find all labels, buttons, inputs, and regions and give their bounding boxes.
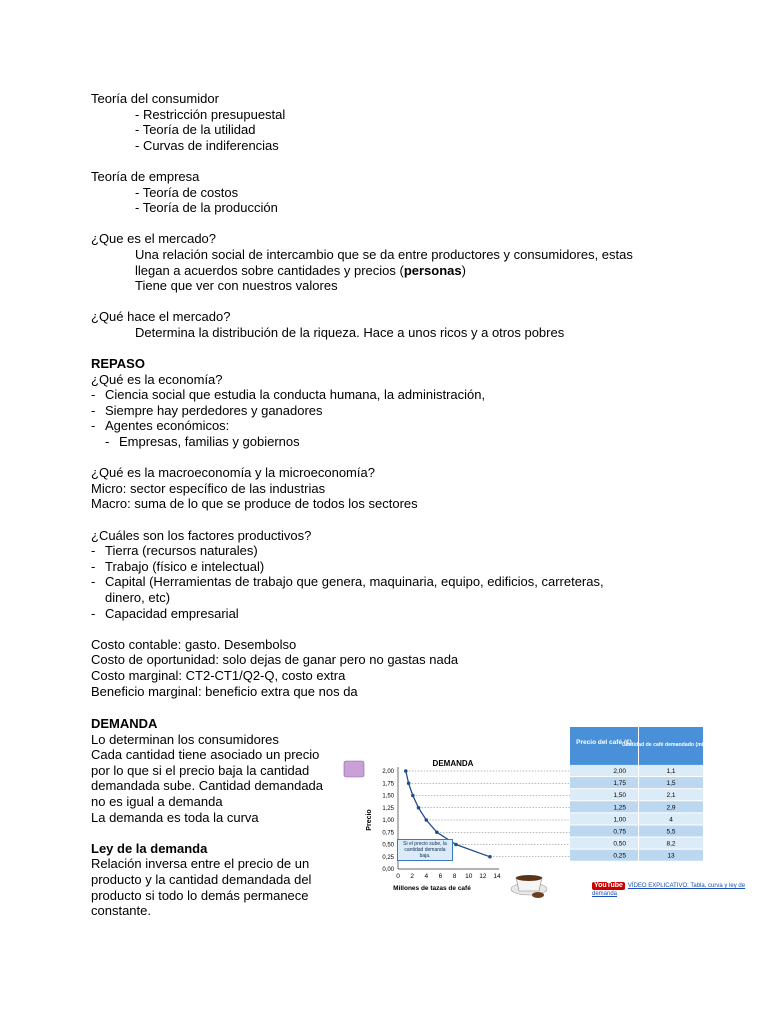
factor-item: - Tierra (recursos naturales) xyxy=(91,543,731,559)
repaso-item: - Siempre hay perdedores y ganadores xyxy=(91,403,731,419)
factor-item: - Capital (Herramientas de trabajo que genera, maquinaria, equipo, edificios, carreteras, dinero, etc) xyxy=(91,574,645,605)
x-tick-label: 8 xyxy=(452,873,457,880)
cost-line: Costo contable: gasto. Desembolso xyxy=(91,636,297,652)
macro-micro-section xyxy=(91,465,731,512)
table-price-value: 1,25 xyxy=(613,804,626,812)
table-header-price: Precio del café (€) xyxy=(576,738,632,746)
factor-item: - Trabajo (físico e intelectual) xyxy=(91,559,731,575)
y-tick-label: 2,00 xyxy=(382,769,394,775)
y-tick-label: 1,00 xyxy=(382,818,394,824)
table-price-value: 0,50 xyxy=(613,840,626,848)
market-does-section xyxy=(91,309,731,340)
market-section xyxy=(91,231,731,293)
market-does-question: ¿Qué hace el mercado? xyxy=(91,309,231,325)
video-reference xyxy=(592,882,755,898)
demand-text-column xyxy=(91,716,331,919)
x-tick-label: 12 xyxy=(479,873,487,880)
demand-point xyxy=(404,769,408,773)
consumer-item: - Restricción presupuestal xyxy=(135,106,286,122)
factors-question: ¿Cuáles son los factores productivos? xyxy=(91,527,312,543)
table-quantity-value: 2,9 xyxy=(666,804,676,812)
demand-line: Lo determinan los consumidores xyxy=(91,731,279,747)
document-body xyxy=(91,91,731,715)
demand-title: DEMANDA xyxy=(91,716,158,731)
demand-point xyxy=(488,855,492,859)
firm-item: - Teoría de costos xyxy=(135,184,239,200)
demand-point xyxy=(454,843,458,847)
consumer-item: - Curvas de indiferencias xyxy=(135,137,279,153)
consumer-theory-section xyxy=(91,91,731,153)
market-line-text: llegan a acuerdos sobre cantidades y precios ( xyxy=(135,262,404,278)
market-line-close: ) xyxy=(461,262,466,278)
table-quantity-value: 13 xyxy=(667,852,675,860)
repaso-title: REPASO xyxy=(91,356,145,372)
macro-micro-question: ¿Qué es la macroeconomía y la microeconomía? xyxy=(91,465,375,481)
repaso-subitem: - Empresas, familias y gobiernos xyxy=(105,434,731,450)
table-price-value: 1,50 xyxy=(613,792,626,800)
table-cell xyxy=(570,838,638,849)
cost-line: Costo marginal: CT2-CT1/Q2-Q, costo extra xyxy=(91,667,346,683)
table-cell xyxy=(570,789,638,800)
market-line: Una relación social de intercambio que se da entre productores y consumidores, estas xyxy=(135,246,633,262)
law-text: Relación inversa entre el precio de un producto y la cantidad demandada del producto si todo lo demás permanece constante. xyxy=(91,856,312,919)
consumer-theory-title: Teoría del consumidor xyxy=(91,91,219,106)
firm-theory-title: Teoría de empresa xyxy=(91,168,200,184)
table-cell xyxy=(570,850,638,861)
table-quantity-value: 1,1 xyxy=(666,767,676,775)
market-line: Tiene que ver con nuestros valores xyxy=(135,278,338,294)
factors-section xyxy=(91,528,731,622)
demand-point xyxy=(424,818,428,822)
macro-definition: Macro: suma de lo que se produce de todos los sectores xyxy=(91,496,418,512)
factor-item: - Capacidad empresarial xyxy=(91,606,731,622)
y-tick-label: 0,50 xyxy=(382,842,394,849)
cost-line: Beneficio marginal: beneficio extra que nos da xyxy=(91,683,358,699)
market-does-answer: Determina la distribución de la riqueza. Hace a unos ricos y a otros pobres xyxy=(135,324,565,340)
table-price-value: 1,75 xyxy=(613,780,626,788)
demand-point xyxy=(411,794,415,798)
table-cell xyxy=(570,813,638,824)
demand-point xyxy=(435,830,439,834)
chart-annotation: Si el precio sube, la cantidad demanda baja. xyxy=(397,839,453,861)
cost-line: Costo de oportunidad: solo dejas de ganar pero no gastas nada xyxy=(91,652,459,668)
demand-line: Cada cantidad tiene asociado un precio por lo que si el precio baja la cantidad demandada sube. Cantidad demandada no es igual a demanda xyxy=(91,747,324,809)
costs-section xyxy=(91,637,731,699)
demand-line: La demanda es toda la curva xyxy=(91,809,259,825)
x-tick-label: 0 xyxy=(396,873,400,880)
micro-definition: Micro: sector específico de las industrias xyxy=(91,480,326,496)
y-tick-label: 1,25 xyxy=(382,805,394,812)
coffee-beans-icon xyxy=(532,892,544,898)
x-tick-label: 4 xyxy=(424,873,429,880)
table-quantity-value: 5,5 xyxy=(666,828,676,836)
x-tick-label: 14 xyxy=(493,873,501,880)
coffee-package-icon xyxy=(344,761,364,777)
y-tick-label: 1,50 xyxy=(382,793,394,800)
table-cell xyxy=(570,777,638,788)
y-tick-label: 0,75 xyxy=(382,830,394,837)
repaso-item: - Agentes económicos: xyxy=(91,418,731,434)
table-price-value: 0,75 xyxy=(613,828,626,836)
table-quantity-value: 1,5 xyxy=(666,780,676,788)
market-line xyxy=(91,263,731,279)
x-tick-label: 2 xyxy=(410,873,414,880)
firm-item: - Teoría de la producción xyxy=(135,200,278,216)
table-price-value: 0,25 xyxy=(613,852,626,860)
demand-chart xyxy=(340,727,755,907)
y-tick-label: 0,25 xyxy=(382,854,394,861)
table-price-value: 2,00 xyxy=(613,767,626,775)
table-cell xyxy=(570,801,638,812)
demand-figure xyxy=(340,727,755,907)
table-quantity-value: 4 xyxy=(669,816,673,824)
firm-theory-section xyxy=(91,169,731,216)
market-bold-word: personas xyxy=(403,262,462,278)
y-tick-label: 1,75 xyxy=(382,781,394,788)
chart-title: DEMANDA xyxy=(432,759,474,768)
table-price-value: 1,00 xyxy=(613,816,626,824)
repaso-question: ¿Qué es la economía? xyxy=(91,371,223,387)
x-axis-label: Millones de tazas de café xyxy=(393,885,471,892)
x-tick-label: 6 xyxy=(438,873,443,880)
y-axis-label: Precio xyxy=(366,809,373,831)
table-quantity-value: 2,1 xyxy=(666,792,676,800)
table-cell xyxy=(570,765,638,776)
youtube-logo-icon: YouTube xyxy=(594,882,623,889)
demand-point xyxy=(417,806,421,810)
market-question: ¿Que es el mercado? xyxy=(91,231,217,247)
x-tick-label: 10 xyxy=(465,873,473,880)
table-cell xyxy=(570,825,638,836)
repaso-item: - Ciencia social que estudia la conducta humana, la administración, xyxy=(91,387,731,403)
coffee-surface-icon xyxy=(516,875,542,881)
y-tick-label: 0,00 xyxy=(382,867,394,873)
demand-point xyxy=(407,781,411,785)
table-quantity-value: 8,2 xyxy=(666,840,676,848)
table-header-quantity: Cantidad de café demandado (millones) xyxy=(621,741,721,748)
repaso-section xyxy=(91,356,731,450)
consumer-item: - Teoría de la utilidad xyxy=(135,122,256,138)
law-title: Ley de la demanda xyxy=(91,840,208,856)
video-link[interactable]: VÍDEO EXPLICATIVO: Tabla, curva y ley de demanda xyxy=(592,883,746,897)
